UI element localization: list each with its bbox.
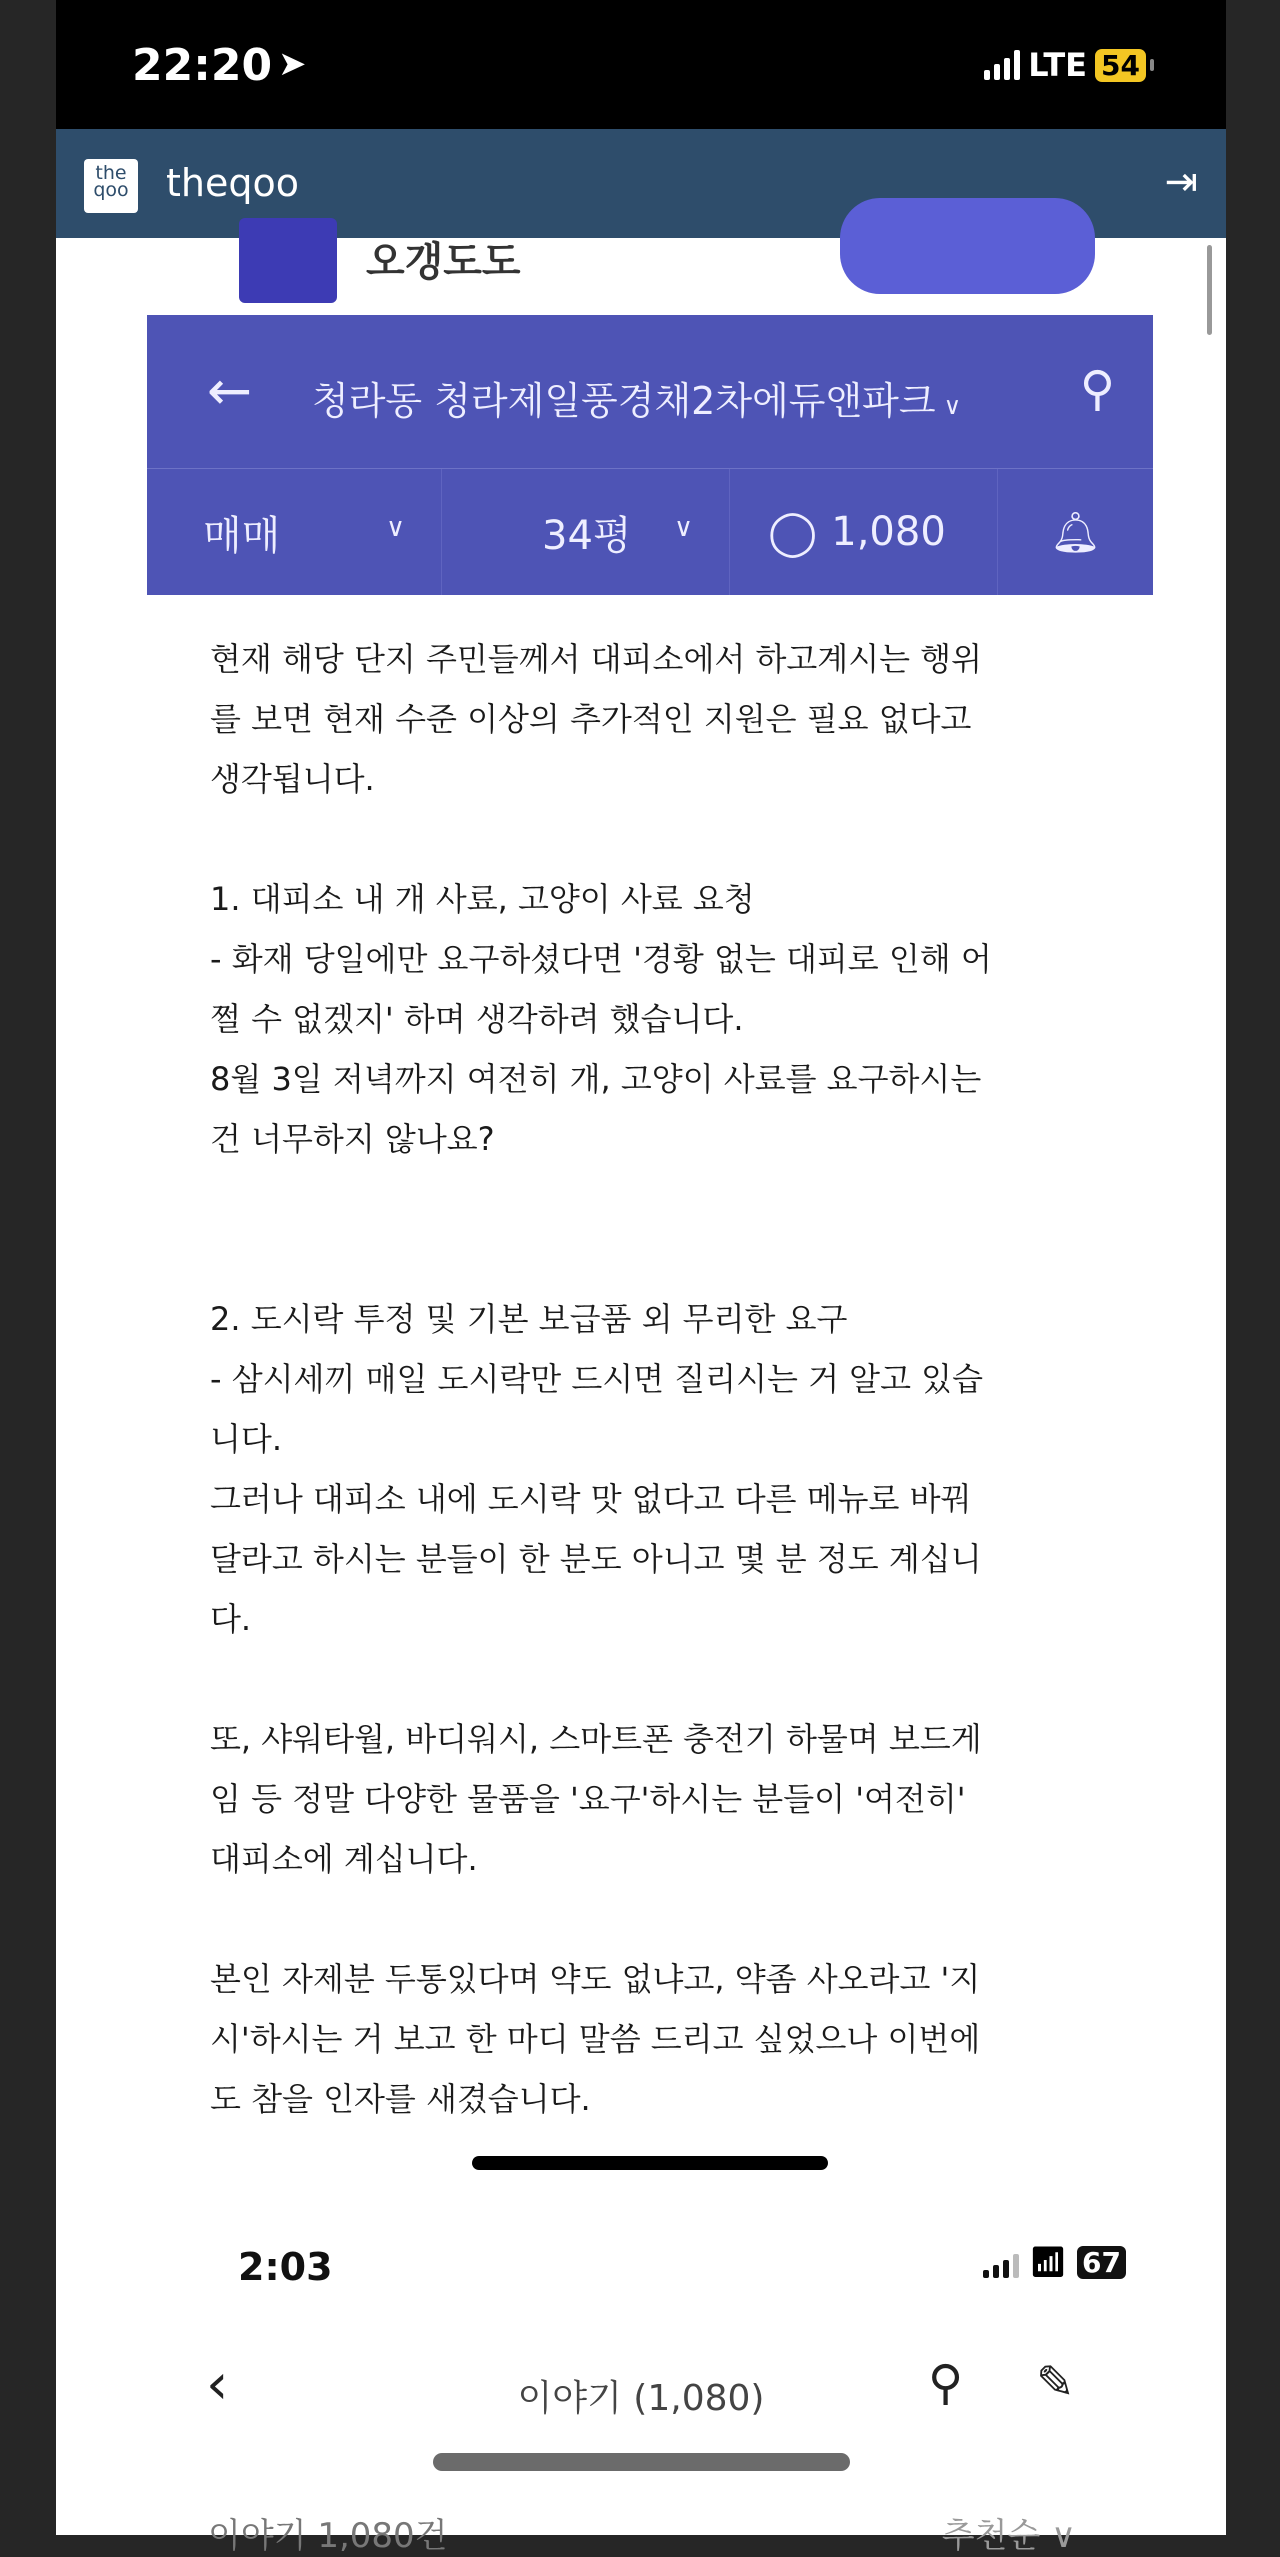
- post-line: 대피소에 계십니다.: [210, 1840, 478, 1878]
- battery-icon: 67: [1077, 2246, 1126, 2279]
- trade-type-label: 매매: [203, 512, 281, 559]
- wifi-icon: 📶︎: [1028, 2245, 1068, 2280]
- pencil-icon[interactable]: ✎: [1036, 2355, 1075, 2409]
- size-label: 34평: [542, 512, 632, 559]
- theqoo-logo[interactable]: the qoo: [84, 159, 138, 213]
- back-chevron-icon[interactable]: ‹: [206, 2352, 229, 2417]
- profile-badge: [239, 218, 337, 303]
- login-icon[interactable]: ⇥: [1164, 159, 1198, 205]
- post-line: 그러나 대피소 내에 도시락 맛 없다고 다른 메뉴로 바꿔: [210, 1480, 972, 1518]
- apartment-name: 청라동 청라제일풍경채2차에듀앤파크: [312, 379, 936, 423]
- location-pin-icon[interactable]: ⚲: [1079, 361, 1115, 417]
- partial-profile-header: [56, 238, 1226, 318]
- chevron-down-icon: ∨: [943, 392, 962, 420]
- post-line: [210, 1649, 992, 1709]
- post-line: 생각됩니다.: [210, 760, 375, 798]
- location-arrow-icon: ➤: [278, 44, 307, 84]
- partial-button[interactable]: [840, 198, 1095, 294]
- post-line: 현재 해당 단지 주민들께서 대피소에서 하고계시는 행위: [210, 640, 983, 678]
- home-indicator: [472, 2156, 828, 2170]
- signal-icon: [984, 50, 1020, 80]
- board-title: 이야기 (1,080): [517, 2378, 765, 2419]
- sort-dropdown[interactable]: 추천순 ∨: [941, 2516, 1076, 2556]
- post-line: 도 참을 인자를 새겼습니다.: [210, 2080, 591, 2118]
- post-body: [210, 629, 992, 2129]
- network-label: LTE: [1028, 46, 1088, 84]
- profile-name: 오갱도도: [366, 239, 521, 285]
- comments-tab[interactable]: [730, 469, 998, 595]
- post-line: 달라고 하시는 분들이 한 분도 아니고 몇 분 정도 계십니: [210, 1540, 982, 1578]
- apartment-selector[interactable]: [312, 370, 961, 425]
- post-line: 를 보면 현재 수준 이상의 추가적인 지원은 필요 없다고: [210, 700, 972, 738]
- battery-icon: 54: [1095, 49, 1146, 82]
- post-line: 본인 자제분 두통있다며 약도 없냐고, 약좀 사오라고 '지: [210, 1960, 981, 1998]
- status-bar: [56, 0, 1226, 129]
- search-icon[interactable]: ⚲: [928, 2355, 964, 2411]
- speech-bubble-icon: ◯: [768, 506, 818, 558]
- notification-bell-icon[interactable]: 🔔︎: [1050, 509, 1101, 556]
- trade-type-dropdown[interactable]: [147, 469, 442, 595]
- post-line: - 화재 당일에만 요구하셨다면 '경황 없는 대피로 인해 어: [210, 940, 992, 978]
- post-line: 또, 샤워타월, 바디워시, 스마트폰 충전기 하물며 보드게: [210, 1720, 982, 1758]
- post-line: 8월 3일 저녁까지 여전히 개, 고양이 사료를 요구하시는: [210, 1060, 982, 1098]
- post-line: 건 너무하지 않나요?: [210, 1120, 495, 1158]
- post-count: 이야기 1,080건: [208, 2516, 448, 2556]
- apartment-header: [147, 315, 1153, 595]
- post-line: 시'하시는 거 보고 한 마디 말씀 드리고 싶었으나 이번에: [210, 2020, 981, 2058]
- status-time-2: 2:03: [238, 2245, 333, 2289]
- post-line: 1. 대피소 내 개 사료, 고양이 사료 요청: [210, 880, 755, 918]
- post-line: 니다.: [210, 1420, 282, 1458]
- post-line: 2. 도시락 투정 및 기본 보급품 외 무리한 요구: [210, 1300, 848, 1338]
- status-time: 22:20: [132, 40, 273, 91]
- post-line: 임 등 정말 다양한 물품을 '요구'하시는 분들이 '여전히': [210, 1780, 966, 1818]
- post-line: [210, 1229, 992, 1289]
- size-dropdown[interactable]: [442, 469, 730, 595]
- post-line: - 삼시세끼 매일 도시락만 드시면 질리시는 거 알고 있습: [210, 1360, 983, 1398]
- phone-screen: [56, 0, 1226, 2556]
- signal-icon: [983, 2248, 1019, 2278]
- back-arrow-icon[interactable]: ←: [207, 359, 253, 422]
- post-line: 다.: [210, 1600, 252, 1638]
- post-line: 쩔 수 없겠지' 하며 생각하려 했습니다.: [210, 1000, 744, 1038]
- chevron-down-icon: ∨: [385, 513, 405, 543]
- post-line: [210, 1889, 992, 1949]
- home-indicator-2: [433, 2453, 850, 2471]
- post-line: [210, 809, 992, 869]
- chevron-down-icon: ∨: [673, 513, 693, 543]
- comment-count: 1,080: [831, 509, 946, 555]
- post-line: [210, 1169, 992, 1229]
- site-title[interactable]: theqoo: [166, 161, 299, 205]
